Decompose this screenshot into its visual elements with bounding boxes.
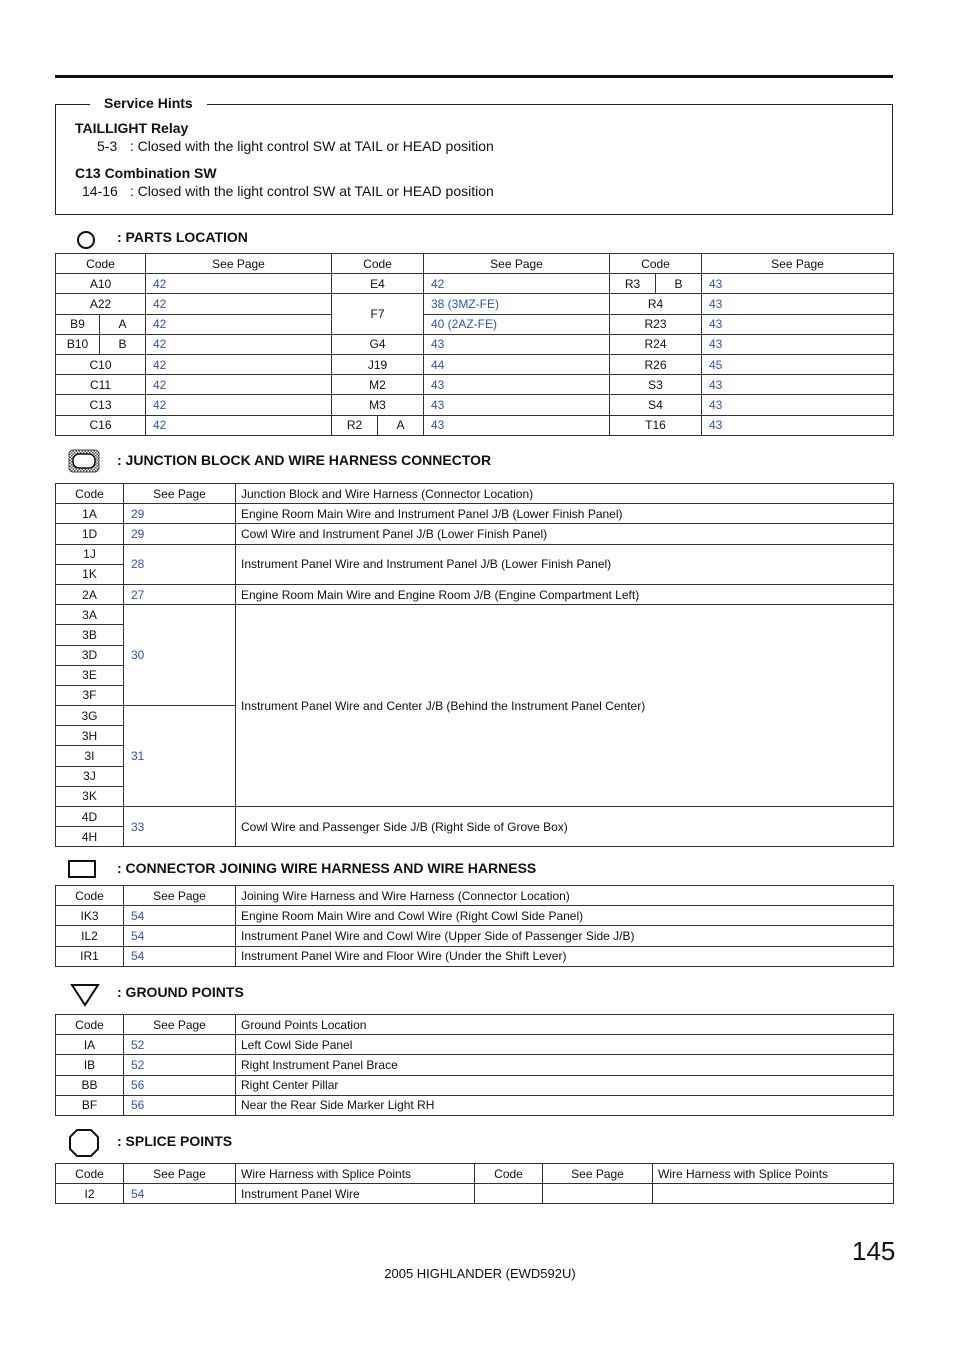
code-cell: A10	[56, 274, 146, 294]
table-header-row	[56, 886, 894, 906]
code-cell: R4	[610, 294, 702, 314]
page-link[interactable]: 42	[146, 375, 332, 395]
code-cell: J19	[332, 354, 424, 374]
header-cell: Joining Wire Harness and Wire Harness (Connector Location)	[236, 886, 894, 906]
header-cell: See Page	[702, 254, 894, 274]
top-rule	[55, 75, 893, 78]
location-cell: Instrument Panel Wire and Instrument Panel J/B (Lower Finish Panel)	[236, 544, 894, 584]
code-cell: IL2	[56, 926, 124, 946]
code-cell: R23	[610, 314, 702, 334]
table-row	[56, 946, 894, 966]
page-link[interactable]: 42	[146, 274, 332, 294]
code-cell: G4	[332, 334, 424, 354]
circle-icon	[76, 230, 96, 250]
code-cell: R26	[610, 354, 702, 374]
location-cell: Instrument Panel Wire and Center J/B (Behind the Instrument Panel Center)	[236, 605, 894, 807]
code-cell: 3J	[56, 766, 124, 786]
table-row	[56, 274, 894, 294]
code-cell: C11	[56, 375, 146, 395]
table-row	[56, 584, 894, 604]
page-link[interactable]: 30	[124, 605, 236, 706]
page-link[interactable]: 54	[124, 1184, 236, 1204]
header-cell: Ground Points Location	[236, 1015, 894, 1035]
code-cell: F7	[332, 294, 424, 334]
page-link[interactable]: 40 (2AZ-FE)	[424, 314, 610, 334]
code-cell: 3G	[56, 706, 124, 726]
page-link[interactable]: 29	[124, 504, 236, 524]
page-link[interactable]: 43	[702, 314, 894, 334]
table-header-row	[56, 1015, 894, 1035]
code-cell: M3	[332, 395, 424, 415]
page-link	[543, 1184, 653, 1204]
page-number: 145	[852, 1236, 896, 1266]
hint-code: 14-16	[82, 183, 118, 199]
table-row	[56, 807, 894, 827]
service-hints-title: Service Hints	[90, 95, 207, 111]
code-cell: R2	[332, 415, 378, 435]
parts-location-table	[55, 253, 894, 436]
table-row	[56, 294, 894, 314]
page-link[interactable]: 43	[702, 375, 894, 395]
code-cell: T16	[610, 415, 702, 435]
code-cell: 4H	[56, 827, 124, 847]
sub-code-cell: A	[378, 415, 424, 435]
page-link[interactable]: 54	[124, 906, 236, 926]
table-row	[56, 314, 894, 334]
sub-code-cell: A	[100, 314, 146, 334]
octagon-icon	[68, 1128, 100, 1158]
table-row	[56, 334, 894, 354]
table-row	[56, 926, 894, 946]
hint-line	[97, 138, 494, 154]
table-row	[56, 524, 894, 544]
location-cell: Right Center Pillar	[236, 1075, 894, 1095]
header-cell: See Page	[424, 254, 610, 274]
header-cell: Wire Harness with Splice Points	[236, 1164, 475, 1184]
location-cell: Instrument Panel Wire and Floor Wire (Under the Shift Lever)	[236, 946, 894, 966]
header-cell: See Page	[146, 254, 332, 274]
page-link[interactable]: 28	[124, 544, 236, 584]
page-link[interactable]: 56	[124, 1075, 236, 1095]
code-cell: I2	[56, 1184, 124, 1204]
table-row	[56, 544, 894, 564]
page-link[interactable]: 43	[702, 415, 894, 435]
code-cell: B9	[56, 314, 100, 334]
code-cell: 1A	[56, 504, 124, 524]
header-cell: See Page	[124, 1015, 236, 1035]
table-row	[56, 1055, 894, 1075]
table-row	[56, 415, 894, 435]
table-header-row	[56, 484, 894, 504]
code-cell: 3H	[56, 726, 124, 746]
page-link[interactable]: 52	[124, 1055, 236, 1075]
table-row	[56, 1184, 894, 1204]
page-link[interactable]: 45	[702, 354, 894, 374]
page-link[interactable]: 42	[146, 334, 332, 354]
table-row	[56, 354, 894, 374]
hint-heading: C13 Combination SW	[75, 165, 217, 181]
header-cell: See Page	[124, 1164, 236, 1184]
header-cell: Junction Block and Wire Harness (Connector Location)	[236, 484, 894, 504]
page-link[interactable]: 43	[702, 274, 894, 294]
hint-heading: TAILLIGHT Relay	[75, 120, 189, 136]
location-cell: Instrument Panel Wire and Cowl Wire (Upper Side of Passenger Side J/B)	[236, 926, 894, 946]
header-cell: See Page	[124, 484, 236, 504]
hint-line	[82, 183, 494, 199]
code-cell: 2A	[56, 584, 124, 604]
hint-code: 5-3	[97, 138, 118, 154]
page-link[interactable]: 54	[124, 926, 236, 946]
code-cell: 1K	[56, 564, 124, 584]
header-cell: Code	[56, 886, 124, 906]
code-cell: 3B	[56, 625, 124, 645]
code-cell: 3K	[56, 786, 124, 806]
junction-table	[55, 483, 894, 847]
junction-title: : JUNCTION BLOCK AND WIRE HARNESS CONNECTOR	[117, 452, 492, 468]
table-row	[56, 375, 894, 395]
page-link[interactable]: 29	[124, 524, 236, 544]
code-cell: IA	[56, 1035, 124, 1055]
code-cell: IR1	[56, 946, 124, 966]
code-cell: BB	[56, 1075, 124, 1095]
code-cell: B10	[56, 334, 100, 354]
header-cell: Code	[56, 1015, 124, 1035]
splice-table	[55, 1163, 894, 1204]
location-cell: Cowl Wire and Passenger Side J/B (Right Side of Grove Box)	[236, 807, 894, 847]
joining-title: : CONNECTOR JOINING WIRE HARNESS AND WIRE HARNESS	[117, 860, 537, 876]
page-link[interactable]: 31	[124, 706, 236, 807]
header-cell: Wire Harness with Splice Points	[653, 1164, 894, 1184]
ground-table	[55, 1014, 894, 1116]
joining-table	[55, 885, 894, 967]
splice-title: : SPLICE POINTS	[117, 1133, 233, 1149]
page-link[interactable]: 56	[124, 1095, 236, 1115]
table-row	[56, 605, 894, 625]
triangle-down-icon	[70, 983, 100, 1007]
location-cell: Near the Rear Side Marker Light RH	[236, 1095, 894, 1115]
code-cell: 3A	[56, 605, 124, 625]
table-row	[56, 1035, 894, 1055]
hatched-rounded-rect-icon	[68, 449, 100, 473]
code-cell: R24	[610, 334, 702, 354]
code-cell: IB	[56, 1055, 124, 1075]
code-cell: M2	[332, 375, 424, 395]
location-cell: Left Cowl Side Panel	[236, 1035, 894, 1055]
code-cell: C10	[56, 354, 146, 374]
table-row	[56, 1075, 894, 1095]
code-cell: 3E	[56, 665, 124, 685]
header-cell: Code	[56, 1164, 124, 1184]
code-cell: 1D	[56, 524, 124, 544]
location-cell: Instrument Panel Wire	[236, 1184, 475, 1204]
rectangle-icon	[68, 860, 96, 878]
sub-code-cell: B	[100, 334, 146, 354]
page-link[interactable]: 43	[424, 334, 610, 354]
header-cell: See Page	[124, 886, 236, 906]
code-cell: 4D	[56, 807, 124, 827]
page-link[interactable]: 42	[146, 354, 332, 374]
location-cell: Engine Room Main Wire and Instrument Panel J/B (Lower Finish Panel)	[236, 504, 894, 524]
code-cell	[475, 1184, 543, 1204]
code-cell: IK3	[56, 906, 124, 926]
header-cell: Code	[475, 1164, 543, 1184]
ground-title: : GROUND POINTS	[117, 984, 244, 1000]
page-link[interactable]: 54	[124, 946, 236, 966]
table-header-row	[56, 254, 894, 274]
location-cell: Right Instrument Panel Brace	[236, 1055, 894, 1075]
page-link[interactable]: 44	[424, 354, 610, 374]
header-cell: Code	[56, 484, 124, 504]
code-cell: 3D	[56, 645, 124, 665]
footer-text: 2005 HIGHLANDER (EWD592U)	[384, 1266, 576, 1281]
table-row	[56, 395, 894, 415]
code-cell: S4	[610, 395, 702, 415]
page-link[interactable]: 42	[424, 274, 610, 294]
code-cell: C16	[56, 415, 146, 435]
code-cell: 3F	[56, 685, 124, 705]
parts-location-title: : PARTS LOCATION	[117, 229, 248, 245]
table-row	[56, 504, 894, 524]
header-cell: Code	[610, 254, 702, 274]
location-cell	[653, 1184, 894, 1204]
table-header-row	[56, 1164, 894, 1184]
page-link[interactable]: 43	[424, 415, 610, 435]
code-cell: R3	[610, 274, 656, 294]
service-hints-box	[55, 95, 893, 215]
page-link[interactable]: 42	[146, 294, 332, 314]
code-cell: 1J	[56, 544, 124, 564]
page-link[interactable]: 27	[124, 584, 236, 604]
code-cell: C13	[56, 395, 146, 415]
page-link[interactable]: 52	[124, 1035, 236, 1055]
location-cell: Cowl Wire and Instrument Panel J/B (Lower Finish Panel)	[236, 524, 894, 544]
header-cell: Code	[56, 254, 146, 274]
table-row	[56, 1095, 894, 1115]
code-cell: A22	[56, 294, 146, 314]
table-row	[56, 906, 894, 926]
location-cell: Engine Room Main Wire and Engine Room J/B (Engine Compartment Left)	[236, 584, 894, 604]
page-link[interactable]: 43	[702, 334, 894, 354]
page-link[interactable]: 43	[702, 395, 894, 415]
code-cell: E4	[332, 274, 424, 294]
page-link[interactable]: 43	[424, 375, 610, 395]
sub-code-cell: B	[656, 274, 702, 294]
page-link[interactable]: 33	[124, 807, 236, 847]
page-link[interactable]: 42	[146, 415, 332, 435]
code-cell: BF	[56, 1095, 124, 1115]
code-cell: S3	[610, 375, 702, 395]
header-cell: Code	[332, 254, 424, 274]
header-cell: See Page	[543, 1164, 653, 1184]
location-cell: Engine Room Main Wire and Cowl Wire (Right Cowl Side Panel)	[236, 906, 894, 926]
page-link[interactable]: 42	[146, 314, 332, 334]
page-link[interactable]: 42	[146, 395, 332, 415]
hint-text: : Closed with the light control SW at TAIL or HEAD position	[129, 138, 494, 154]
page-link[interactable]: 38 (3MZ-FE)	[424, 294, 610, 314]
hint-text: : Closed with the light control SW at TAIL or HEAD position	[129, 183, 494, 199]
code-cell: 3I	[56, 746, 124, 766]
page-link[interactable]: 43	[702, 294, 894, 314]
page-link[interactable]: 43	[424, 395, 610, 415]
